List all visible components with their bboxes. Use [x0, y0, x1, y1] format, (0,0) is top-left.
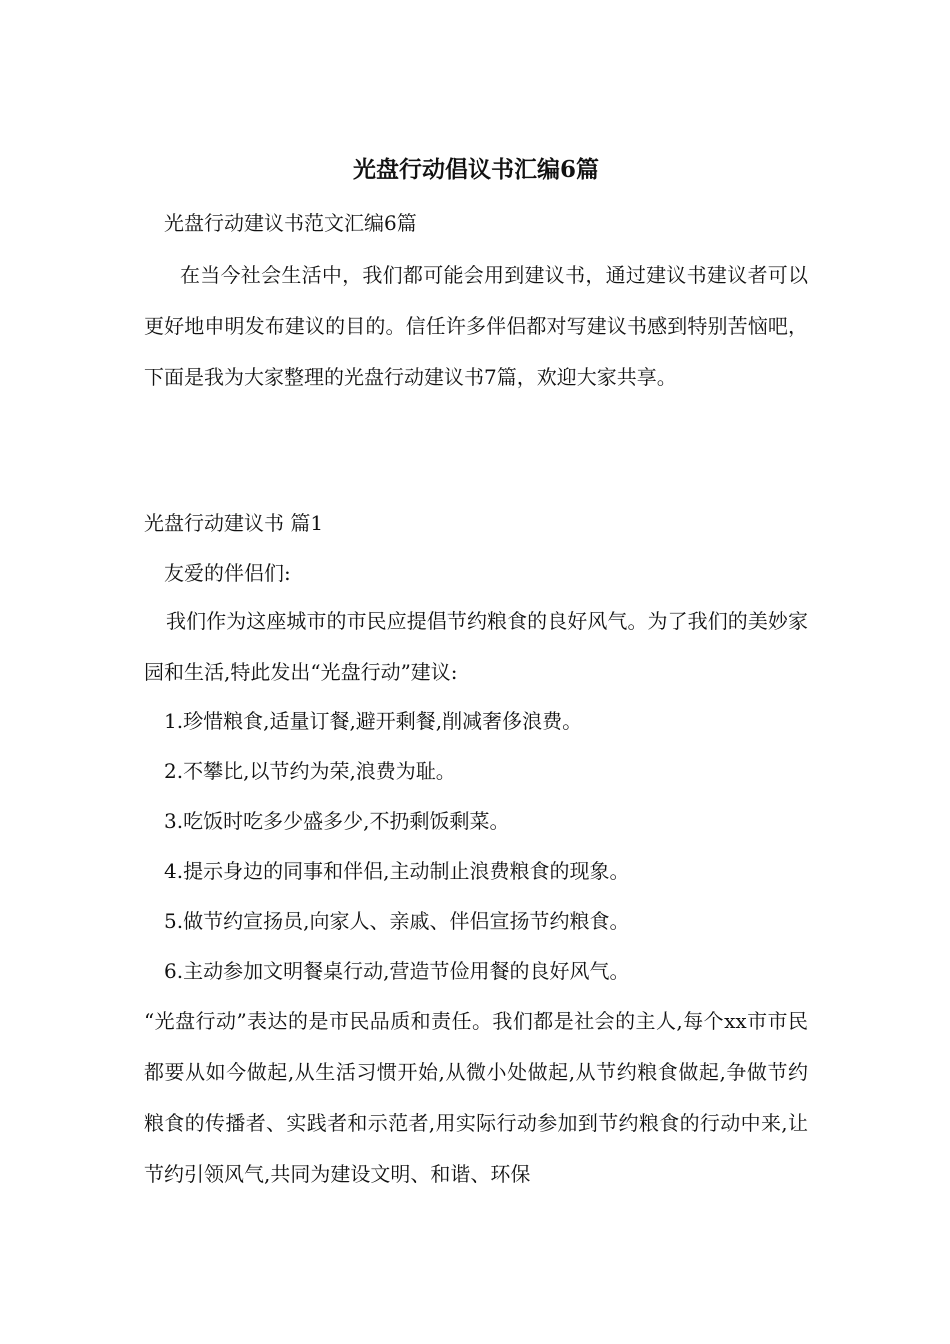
- proposal-list: [164, 696, 629, 996]
- list-item: 5.做节约宣扬员,向家人、亲戚、伴侣宣扬节约粮食。: [164, 909, 630, 933]
- list-item: 6.主动参加文明餐桌行动,营造节俭用餐的良好风气。: [164, 959, 630, 983]
- list-item: 3.吃饭时吃多少盛多少,不扔剩饭剩菜。: [164, 809, 510, 833]
- document-subtitle: 光盘行动建议书范文汇编6篇: [164, 211, 417, 235]
- list-item: 2.不攀比,以节约为荣,浪费为耻。: [164, 759, 456, 783]
- greeting: 友爱的伴侣们:: [164, 561, 291, 585]
- intro-paragraph: 在当今社会生活中，我们都可能会用到建议书，通过建议书建议者可以更好地申明发布建议的目的。信任许多伴侣都对写建议书感到特别苦恼吧，下面是我为大家整理的光盘行动建议书7篇，欢迎大家共享。: [144, 263, 808, 389]
- document-title: 光盘行动倡议书汇编6篇: [352, 156, 599, 183]
- body-paragraph-2: “光盘行动”表达的是市民品质和责任。我们都是社会的主人,每个xx市市民都要从如今做起,从生活习惯开始,从微小处做起,从节约粮食做起,争做节约粮食的传播者、实践者和示范者,用实际行动参加到节约粮食的行动中来,让节约引领风气,共同为建设文明、和谐、环保: [144, 1009, 808, 1186]
- list-item: 4.提示身边的同事和伴侣,主动制止浪费粮食的现象。: [164, 859, 630, 883]
- section-heading: 光盘行动建议书 篇1: [144, 511, 324, 535]
- body-paragraph-1: 我们作为这座城市的市民应提倡节约粮食的良好风气。为了我们的美妙家园和生活,特此发出“光盘行动”建议:: [144, 609, 808, 684]
- list-item: 1.珍惜粮食,适量订餐,避开剩餐,削减奢侈浪费。: [164, 709, 583, 733]
